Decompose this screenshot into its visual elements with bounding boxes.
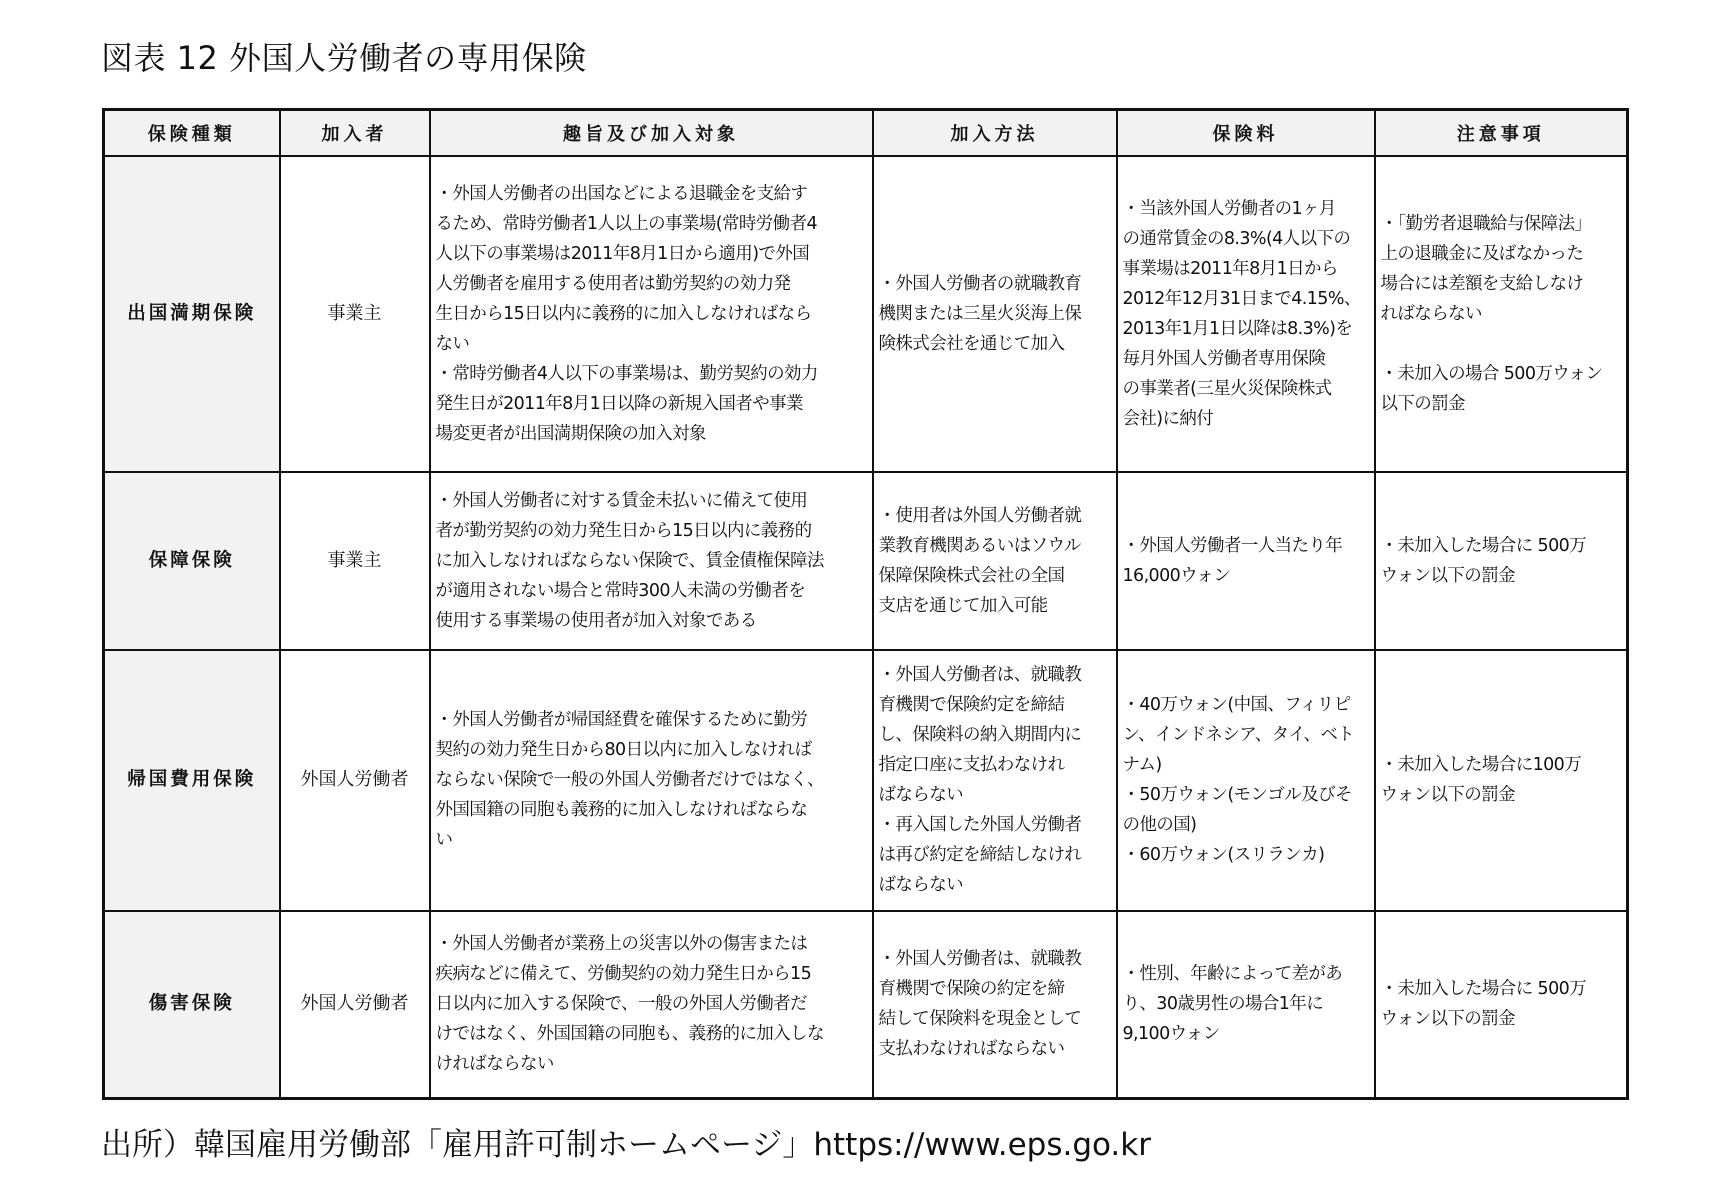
member-cell: 事業主 — [280, 156, 430, 472]
purpose-cell — [430, 156, 873, 472]
purpose-text: ・外国人労働者の出国などによる退職金を支給す るため、常時労働者1人以上の事業場(常時労働者4 人以下の事業場は2011年8月1日から適用)で外国 人労働者を雇用する使用者は勤労契約の効力発 生日から15日以内に義務的に加入しなければなら ない ・常時労働者4人以下の事業場は、勤労契約の効力 発生日が2011年8月1日以降の新規入国者や事業 場変更者が出国満期保険の加入対象 — [435, 183, 818, 444]
notes-cell — [1375, 156, 1628, 472]
header-member: 加入者 — [280, 110, 430, 156]
table-row — [104, 650, 1628, 911]
header-premium: 保険料 — [1117, 110, 1375, 156]
header-notes: 注意事項 — [1375, 110, 1628, 156]
source-note: 出所）韓国雇用労働部「雇用許可制ホームページ」https://www.eps.go.kr — [101, 1127, 1151, 1163]
member-cell: 事業主 — [280, 472, 430, 650]
premium-cell — [1117, 650, 1375, 911]
notes-text: ・未加入した場合に 500万 ウォン以下の罰金 — [1380, 979, 1587, 1030]
premium-text: ・40万ウォン(中国、フィリピ ン、インドネシア、タイ、ベト ナム) ・50万ウォン(モンゴル及びそ の他の国) ・60万ウォン(スリランカ) — [1122, 695, 1355, 865]
premium-text: ・性別、年齢によって差があ り、30歳男性の場合1年に 9,100ウォン — [1122, 964, 1343, 1045]
method-text: ・使用者は外国人労働者就 業教育機関あるいはソウル 保障保険株式会社の全国 支店を通じて加入可能 — [878, 505, 1082, 616]
member-cell: 外国人労働者 — [280, 650, 430, 911]
insurance-type-cell: 出国満期保険 — [104, 156, 280, 472]
purpose-cell — [430, 650, 873, 911]
purpose-text: ・外国人労働者が業務上の災害以外の傷害または 疾病などに備えて、労働契約の効力発生日から15 日以内に加入する保険で、一般の外国人労働者だ けではなく、外国国籍の同胞も、義務的に加入しな ければならない — [435, 934, 824, 1075]
method-text: ・外国人労働者は、就職教 育機関で保険の約定を締 結して保険料を現金として 支払わなければならない — [878, 949, 1082, 1060]
method-text: ・外国人労働者の就職教育 機関または三星火災海上保 険株式会社を通じて加入 — [878, 273, 1082, 354]
method-cell — [873, 650, 1117, 911]
premium-text: ・外国人労働者一人当たり年 16,000ウォン — [1122, 535, 1343, 586]
premium-cell — [1117, 911, 1375, 1099]
notes-cell — [1375, 650, 1628, 911]
premium-cell — [1117, 472, 1375, 650]
purpose-text: ・外国人労働者が帰国経費を確保するために勤労 契約の効力発生日から80日以内に加入しなければ ならない保険で一般の外国人労働者だけではなく、 外国国籍の同胞も義務的に加入しなければならな い — [435, 710, 824, 850]
insurance-type-cell: 保障保険 — [104, 472, 280, 650]
purpose-cell — [430, 911, 873, 1099]
method-cell — [873, 472, 1117, 650]
purpose-cell — [430, 472, 873, 650]
method-cell — [873, 911, 1117, 1099]
header-method: 加入方法 — [873, 110, 1117, 156]
insurance-table — [102, 108, 1629, 1100]
table-row — [104, 156, 1628, 472]
notes-cell — [1375, 911, 1628, 1099]
method-text: ・外国人労働者は、就職教 育機関で保険約定を締結 し、保険料の納入期間内に 指定口座に支払わなけれ ばならない ・再入国した外国人労働者 は再び約定を締結しなけれ ばならない — [878, 665, 1082, 895]
premium-cell — [1117, 156, 1375, 472]
notes-text: ・未加入した場合に 500万 ウォン以下の罰金 — [1380, 535, 1587, 586]
member-cell: 外国人労働者 — [280, 911, 430, 1099]
notes-cell — [1375, 472, 1628, 650]
figure-title: 図表 12 外国人労働者の専用保険 — [101, 39, 587, 77]
insurance-type-cell: 傷害保険 — [104, 911, 280, 1099]
insurance-type-cell: 帰国費用保険 — [104, 650, 280, 911]
header-insurance-type: 保険種類 — [104, 110, 280, 156]
table-row — [104, 472, 1628, 650]
purpose-text: ・外国人労働者に対する賃金未払いに備えて使用 者が勤労契約の効力発生日から15日以内に義務的 に加入しなければならない保険で、賃金債権保障法 が適用されない場合と常時300人未満の労働者を 使用する事業場の使用者が加入対象である — [435, 490, 824, 631]
table-row — [104, 911, 1628, 1099]
method-cell — [873, 156, 1117, 472]
notes-text: ・「勤労者退職給与保障法」 上の退職金に及ばなかった 場合には差額を支給しなけ ればならない ・未加入の場合 500万ウォン 以下の罰金 — [1380, 213, 1603, 414]
premium-text: ・当該外国人労働者の1ヶ月 の通常賃金の8.3%(4人以下の 事業場は2011年8月1日から 2012年12月31日まで4.15%、 2013年1月1日以降は8.3%)を 毎月外国人労働者専用保険 の事業者(三星火災保険株式 会社)に納付 — [1122, 198, 1361, 429]
table-header-row — [104, 110, 1628, 156]
notes-text: ・未加入した場合に100万 ウォン以下の罰金 — [1380, 755, 1582, 805]
header-purpose: 趣旨及び加入対象 — [430, 110, 873, 156]
